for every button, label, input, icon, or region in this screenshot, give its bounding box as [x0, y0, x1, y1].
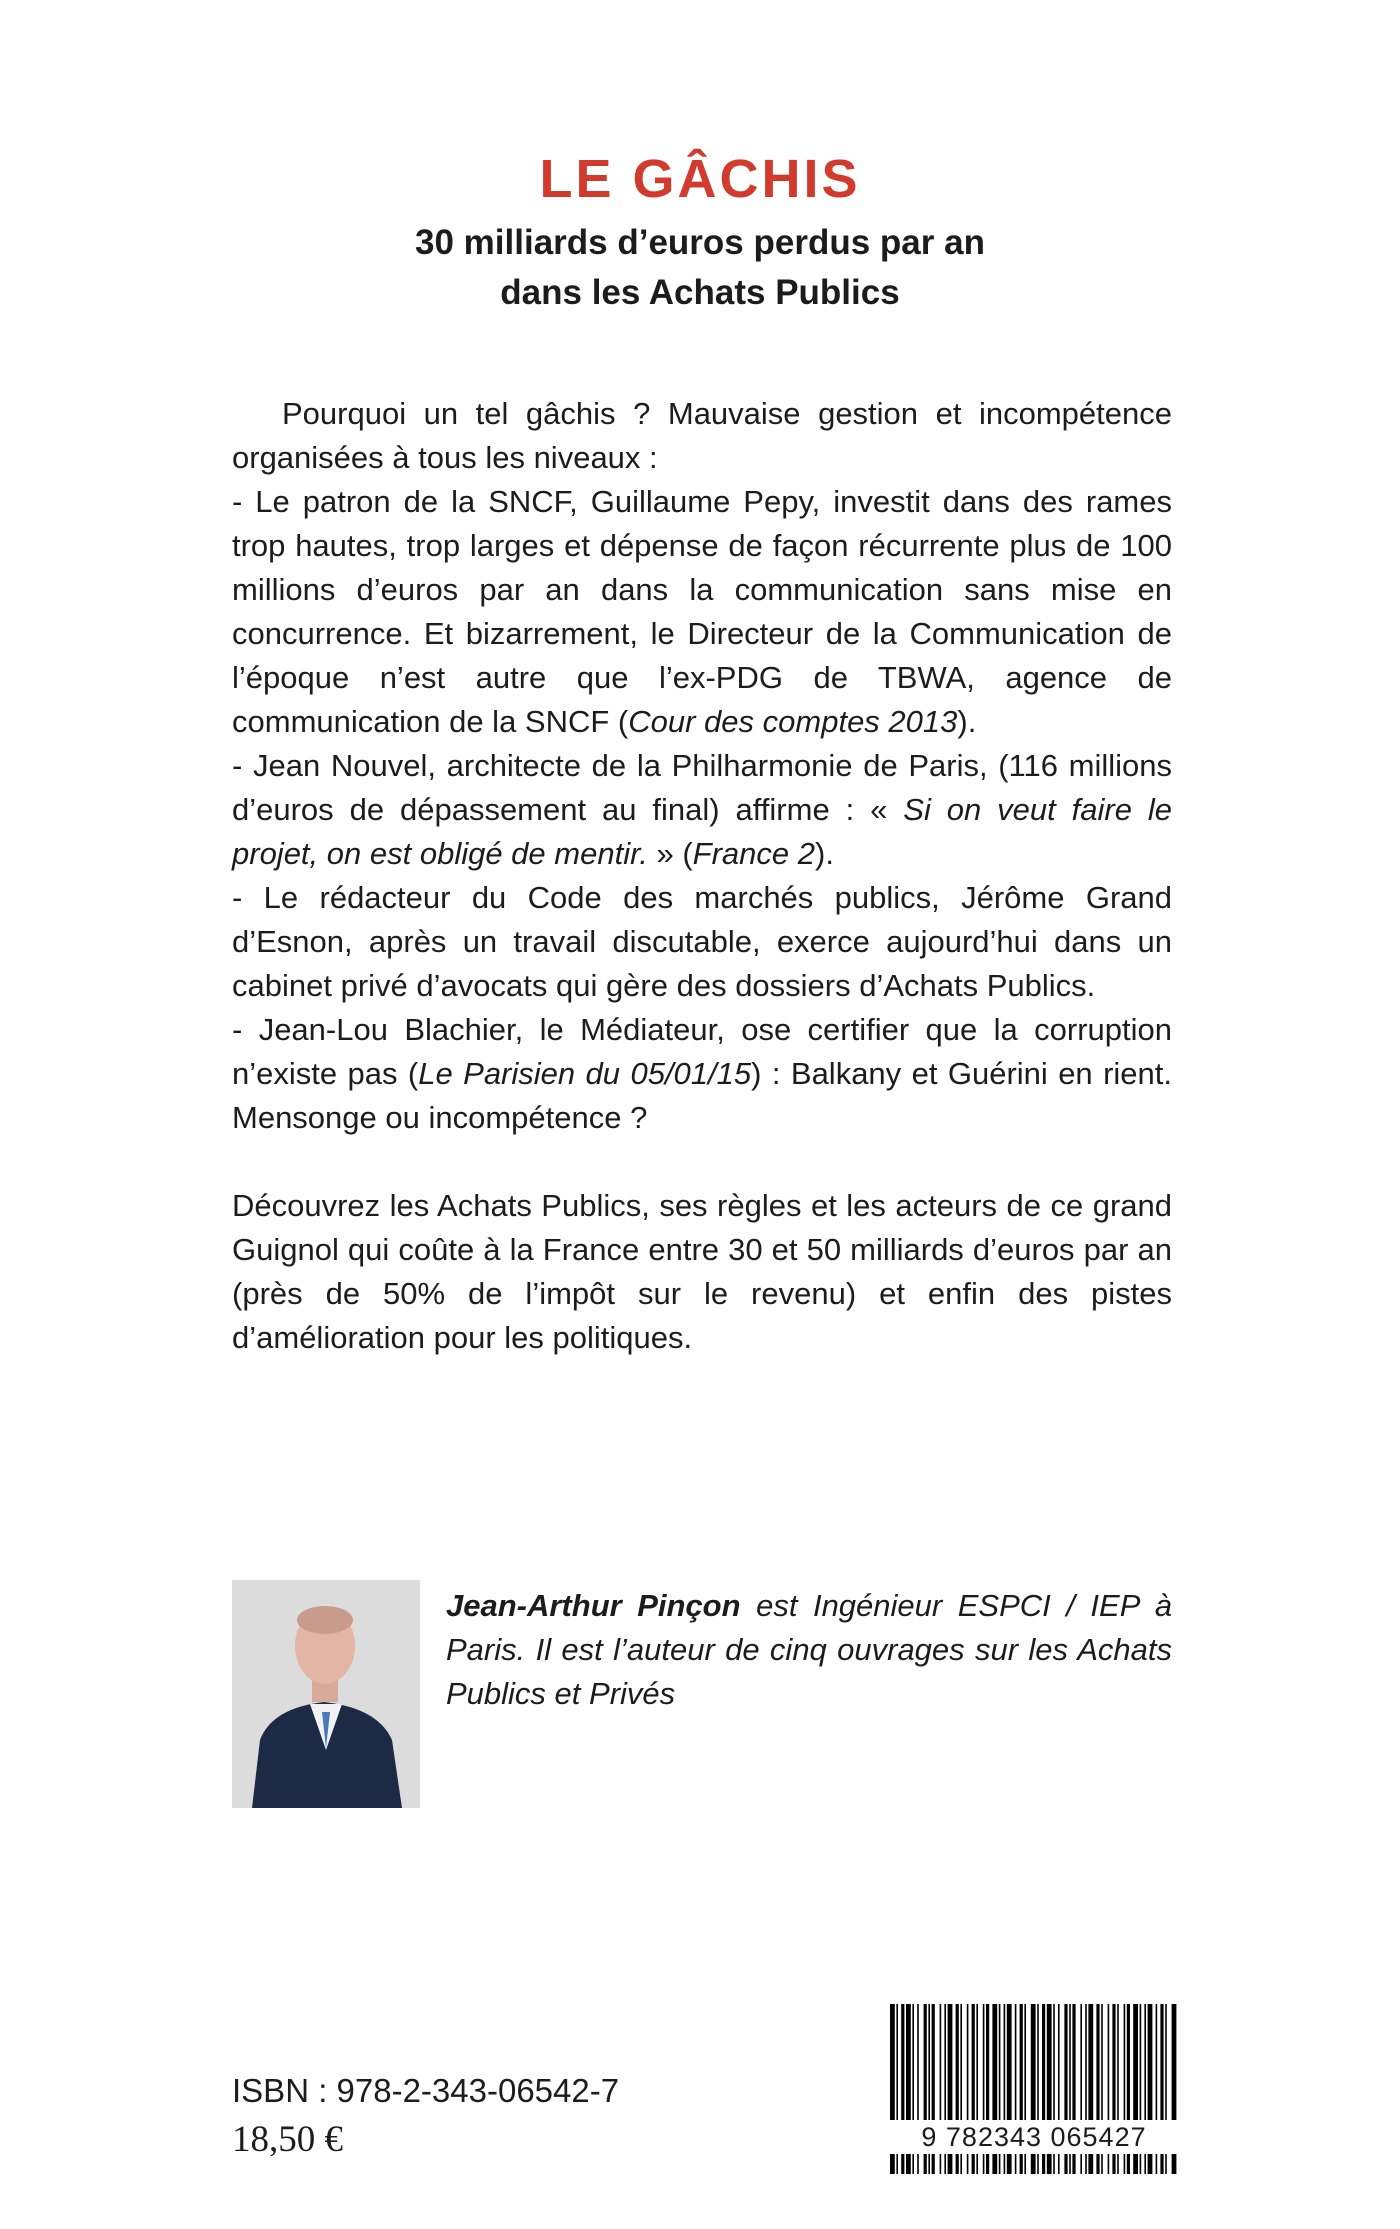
author-photo	[232, 1580, 420, 1808]
text-span: - Jean-Lou Blachier, le Médiateur, ose certifier que la corruption n’existe pas (	[232, 1012, 1172, 1091]
author-portrait-illustration	[232, 1580, 420, 1808]
barcode-digits: 9 782343 065427	[884, 2120, 1184, 2154]
subtitle-line-1: 30 milliards d’euros perdus par an	[415, 223, 985, 262]
text-span: - Le patron de la SNCF, Guillaume Pepy, investit dans des rames trop hautes, trop larges et dépense de façon récurrente plus de 100 millions d’euros par an dans la communication sans mise en concurrence. Et bizarrement, le Directeur de la Communication de l’époque n’est autre que l’ex-PDG de TBWA, agence de communication de la SNCF (	[232, 484, 1172, 739]
paragraph-code-marches: - Le rédacteur du Code des marchés publics, Jérôme Grand d’Esnon, après un travail discutable, exerce aujourd’hui dans un cabinet privé d’avocats qui gère des dossiers d’Achats Publics.	[232, 880, 1172, 1003]
paragraph-sncf	[232, 480, 1172, 744]
intro-paragraph: Pourquoi un tel gâchis ? Mauvaise gestion et incompétence organisées à tous les niveaux :	[232, 396, 1172, 475]
closing-paragraph: Découvrez les Achats Publics, ses règles et les acteurs de ce grand Guignol qui coûte à la France entre 30 et 50 milliards d’euros par an (près de 50% de l’impôt sur le revenu) et enfin des pistes d’amélioration pour les politiques.	[232, 1188, 1172, 1355]
subtitle-line-2: dans les Achats Publics	[500, 273, 900, 312]
back-cover-blurb	[232, 392, 1172, 1360]
quote: Si on veut faire le projet, on est obligé de mentir.	[232, 792, 1172, 871]
citation: Cour des comptes 2013	[628, 704, 958, 739]
author-description: est Ingénieur ESPCI / IEP à Paris. Il est l’auteur de cinq ouvrages sur les Achats Publics et Privés	[446, 1588, 1172, 1711]
paragraph-mediateur	[232, 1008, 1172, 1140]
price: 18,50 €	[232, 2119, 343, 2160]
text-span: » (	[647, 836, 693, 871]
text-span: - Jean Nouvel, architecte de la Philharmonie de Paris, (116 millions d’euros de dépassement au final) affirme : «	[232, 748, 1172, 827]
citation: Le Parisien du 05/01/15	[418, 1056, 752, 1091]
isbn: ISBN : 978-2-343-06542-7	[232, 2072, 620, 2109]
author-name: Jean-Arthur Pinçon	[446, 1588, 741, 1623]
book-title: LE GÂCHIS	[539, 149, 861, 209]
author-bio	[446, 1584, 1172, 1716]
citation: France 2	[692, 836, 816, 871]
text-span: ) : Balkany et Guérini en rient. Mensonge ou incompétence ?	[232, 1056, 1173, 1135]
text-span: ).	[957, 704, 977, 739]
barcode-icon	[884, 2002, 1184, 2182]
text-span: ).	[815, 836, 834, 871]
book-subtitle	[0, 218, 1400, 318]
paragraph-nouvel	[232, 744, 1172, 876]
